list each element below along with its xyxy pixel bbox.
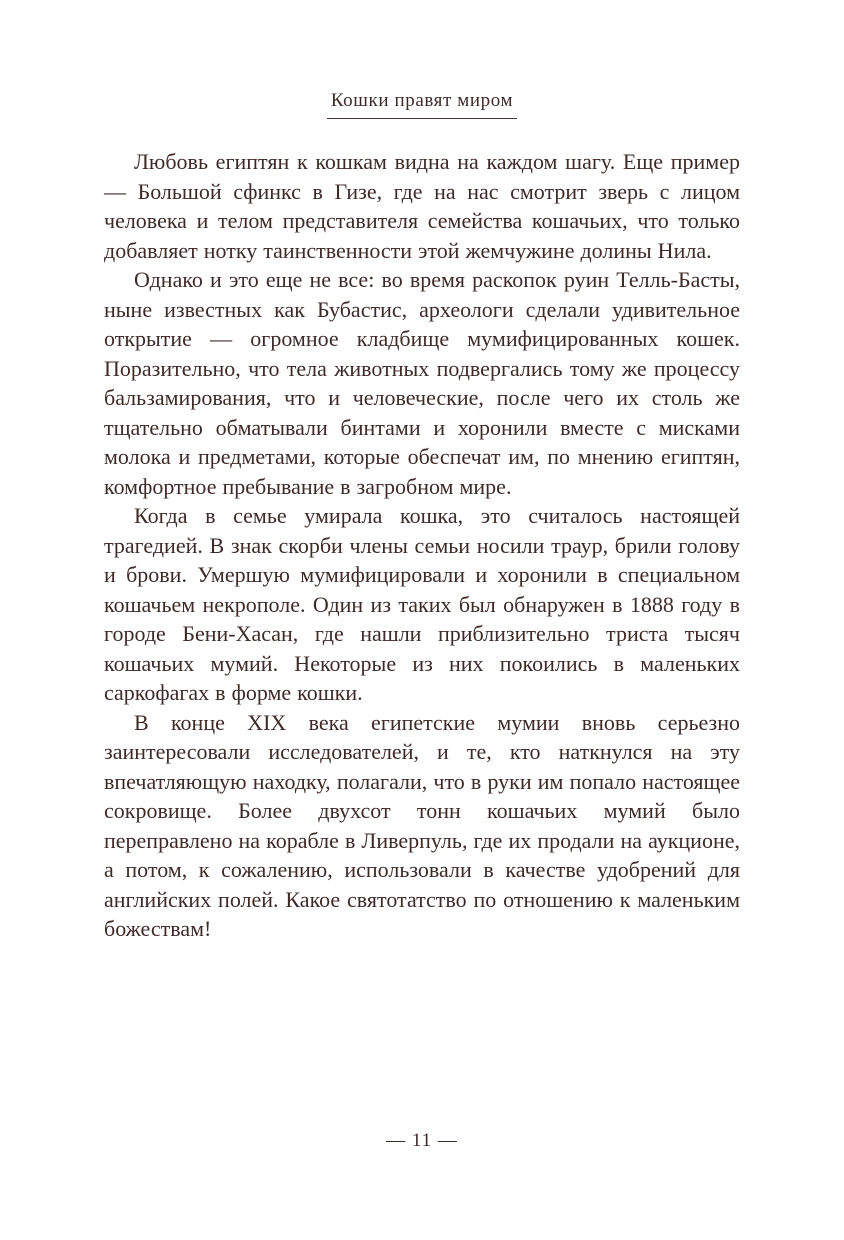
paragraph: Однако и это еще не все: во время раскопок руин Телль-Басты, ныне известных как Бубастис, археологи сделали удивительное открытие — огромное кладбище мумифицированных кошек. Поразительно, что тела животных подвергались тому же процессу бальзамирования, что и человеческие, после чего их столь же тщательно обматывали бинтами и хоронили вместе с мисками молока и предметами, которые обеспечат им, по мнению египтян, комфортное пребывание в загробном мире. (104, 267, 740, 499)
page-number: — 11 — (386, 1130, 458, 1151)
page-header (0, 0, 844, 119)
running-header-title: Кошки правят миром (327, 90, 517, 119)
paragraph: В конце XIX века египетские мумии вновь серьезно заинтересовали исследователей, и те, кто наткнулся на эту впечатляющую находку, полагали, что в руки им попало настоящее сокровище. Более двухсот тонн кошачьих мумий было переправлено на корабле в Ливерпуль, где их продали на аукционе, а потом, к сожалению, использовали в качестве удобрений для английских полей. Какое святотатство по отношению к маленьким божествам! (104, 709, 740, 941)
page-footer (0, 1130, 844, 1152)
body-text (104, 147, 740, 944)
paragraph: Любовь египтян к кошкам видна на каждом шагу. Еще пример — Большой сфинкс в Гизе, где на нас смотрит зверь с лицом человека и телом представителя семейства кошачьих, что только добавляет нотку таинственности этой жемчужине долины Нила. (104, 149, 740, 263)
paragraph: Когда в семье умирала кошка, это считалось настоящей трагедией. В знак скорби члены семьи носили траур, брили голову и брови. Умершую мумифицировали и хоронили в специальном кошачьем некрополе. Один из таких был обнаружен в 1888 году в городе Бени-Хасан, где нашли приблизительно триста тысяч кошачьих мумий. Некоторые из них покоились в маленьких саркофагах в форме кошки. (104, 503, 740, 705)
